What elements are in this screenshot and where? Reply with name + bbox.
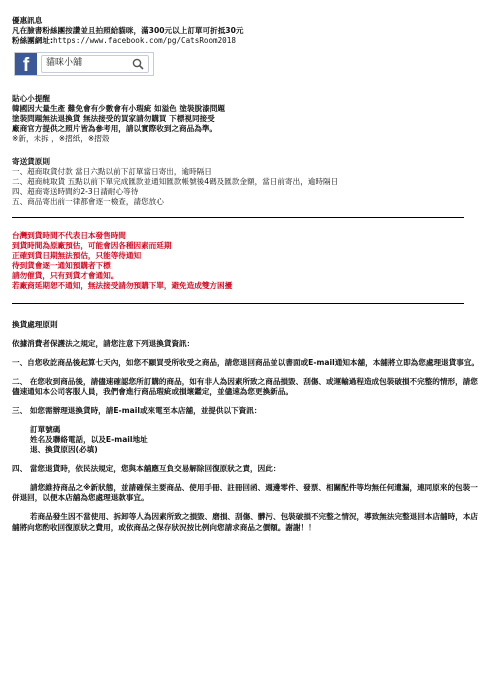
returns-paragraph: 四、 當您退貨時，依民法規定，您與本舖應互負交易解除回復原狀之責，因此： bbox=[12, 464, 281, 474]
search-icon[interactable] bbox=[132, 58, 144, 70]
warning-line: 請勿催貨，只有到貨才會通知。 bbox=[12, 271, 119, 281]
shipping-line: 四、超商寄送時間約2-3日請耐心等待 bbox=[12, 187, 139, 197]
list-item: 退、換貨原因(必填) bbox=[30, 445, 98, 455]
returns-paragraph: 若商品發生因不當使用、拆卸等人為因素所致之損毀、磨損、刮傷、髒污、包裝破損不完整之情況，導致無法完整退回本店舖時，本店舖將向您酌收回復原狀之費用，或依商品之保存狀況按比例向您請求商品之價額。謝謝！！ bbox=[12, 512, 479, 532]
returns-info-list bbox=[12, 425, 482, 455]
returns-section bbox=[12, 320, 482, 532]
fanpage-url-label: 粉絲團網址: bbox=[12, 36, 54, 46]
returns-intro: 依據消費者保護法之規定，請您注意下列退換貨資訊： bbox=[12, 339, 195, 349]
returns-paragraph: 請您維持商品之※新狀態，並請確保主要商品、使用手冊、註冊回函、週邊零件、發票、相關配件等均無任何遺漏，連同原來的包裝一併退回，以便本店舖為您處理退款事宜。 bbox=[12, 483, 478, 503]
list-item: 姓名及聯絡電話，以及E-mail地址 bbox=[30, 435, 148, 445]
facebook-search-widget bbox=[14, 52, 154, 76]
tips-line: 廠商官方提供之照片皆為參考用，請以實際收到之商品為準。 bbox=[12, 124, 218, 134]
warning-line: 若廠商延期恕不通知，無法接受請勿預購下單，避免造成雙方困擾 bbox=[12, 281, 233, 291]
warning-line: 台灣到貨時間不代表日本發售時間 bbox=[12, 231, 126, 241]
list-item: 訂單號碼 bbox=[30, 425, 61, 435]
facebook-logo-icon[interactable]: f bbox=[15, 53, 37, 75]
fanpage-url[interactable]: https://www.facebook.com/pg/CatsRoom2018 bbox=[53, 36, 236, 46]
tips-line: 韓國因大量生產 難免會有少數會有小瑕疵 如溢色 塗裝脫漆問題 bbox=[12, 104, 225, 114]
shipping-line: 五、商品寄出前一律都會逐一檢查，請您放心 bbox=[12, 197, 164, 207]
divider bbox=[12, 217, 464, 218]
fanpage-url-line bbox=[12, 36, 482, 46]
divider bbox=[12, 303, 464, 304]
returns-paragraph: 二、 在您收到商品後，請儘速確認您所訂購的商品，如有非人為因素所致之商品損毀、刮傷、或運輸過程造成包裝破損不完整的情形，請您儘速通知本公司客服人員，我們會進行商品瑕疵或損壞鑑定，並儘速為您更換新品。 bbox=[12, 377, 478, 397]
warning-line: 待到貨會逐一通知預購者下標 bbox=[12, 261, 111, 271]
tips-line: ※新，未拆 ，※摺紙，※摺殼 bbox=[12, 134, 110, 144]
shipping-section bbox=[12, 157, 482, 207]
tips-line: 塗裝問題無法退換貨 無法接受的買家請勿購買 下標視同接受 bbox=[12, 114, 215, 124]
shipping-title: 寄送貨原則 bbox=[12, 157, 50, 167]
facebook-search-text: 貓咪小舖 bbox=[46, 58, 83, 69]
returns-title: 換貨處理原則 bbox=[12, 320, 58, 330]
warning-line: 到貨時間為原廠預估，可能會因各種因素而延期 bbox=[12, 241, 172, 251]
facebook-search-box[interactable] bbox=[41, 55, 149, 73]
returns-paragraph: 三、 如您需辦理退換貨時，請E-mail或來電至本店舖，並提供以下資訊： bbox=[12, 406, 262, 416]
promo-title: 優惠訊息 bbox=[12, 16, 43, 25]
promo-section bbox=[12, 16, 482, 46]
shipping-line: 一、超商取貨付款 當日六點以前下訂單當日寄出，逾時隔日 bbox=[12, 167, 212, 177]
shipping-line: 二、超商純取貨 五點以前下單完成匯款並通知匯款帳號後4碼及匯款金額，當日前寄出，逾時隔日 bbox=[12, 177, 339, 187]
returns-paragraph: 一、自您收訖商品後起算七天內，如您不願買受所收受之商品，請您退回商品並以書面或E-mail通知本舖，本舖將立即為您處理退貨事宜。 bbox=[12, 358, 480, 368]
warning-line: 正確到貨日期無法預估，只能等待通知 bbox=[12, 251, 142, 261]
tips-section bbox=[12, 94, 482, 144]
promo-text: 凡在臉書粉絲團按讚並且拍照給貓咪，滿300元以上訂單可折抵30元 bbox=[12, 26, 244, 36]
preorder-warning-section bbox=[12, 231, 482, 291]
tips-title: 貼心小提醒 bbox=[12, 94, 50, 104]
